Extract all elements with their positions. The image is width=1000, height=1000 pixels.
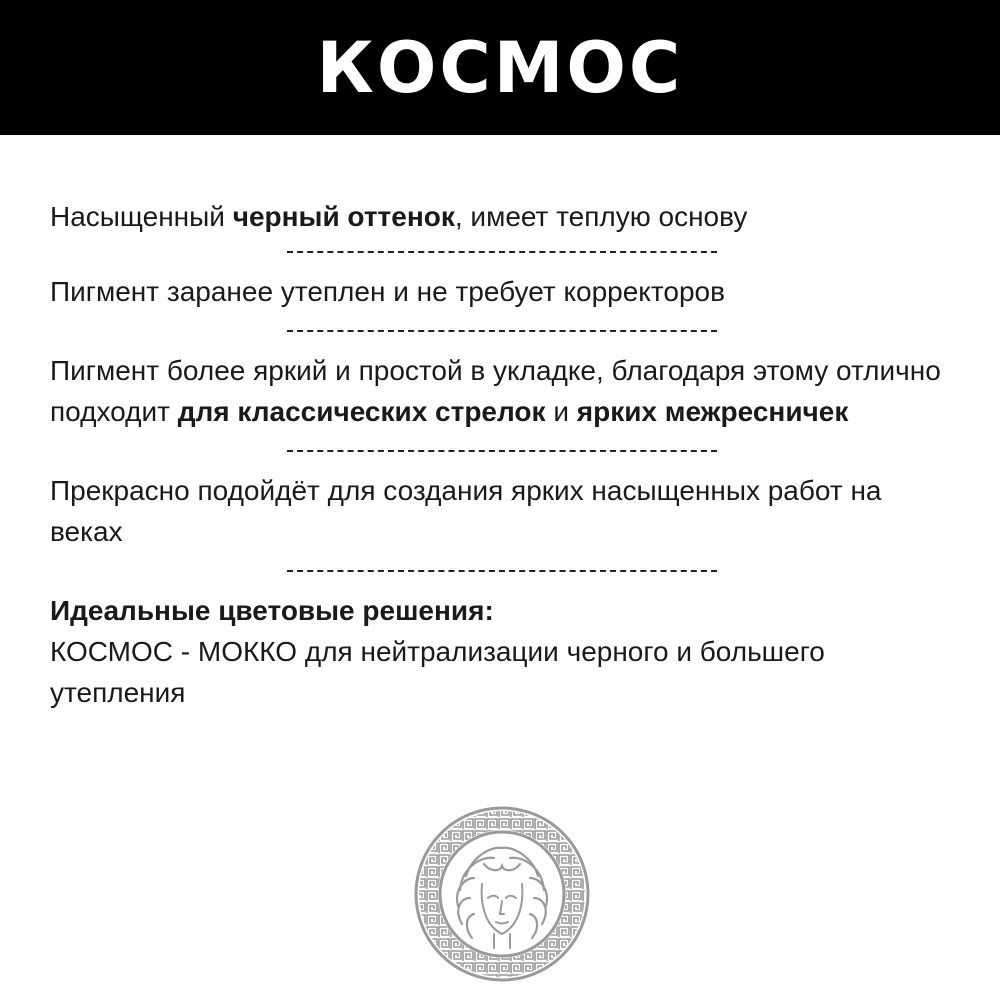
page-title: КОСМОС xyxy=(316,26,684,109)
dashed-divider xyxy=(287,570,717,572)
paragraph-application-text: Пигмент более яркий и простой в укладке, благодаря этому отлично подходит xyxy=(50,355,941,427)
paragraph-eyelids xyxy=(50,470,950,552)
paragraph-shade-text-end: , имеет теплую основу xyxy=(454,201,748,232)
paragraph-application-bold-1: для классических стрелок xyxy=(177,396,546,427)
dashed-divider xyxy=(287,251,717,253)
paragraph-color-solutions xyxy=(50,590,950,713)
description-content xyxy=(50,196,950,713)
dashed-divider xyxy=(287,450,717,452)
paragraph-warming xyxy=(50,271,950,312)
paragraph-eyelids-text: Прекрасно подойдёт для создания ярких насыщенных работ на веках xyxy=(50,475,882,547)
paragraph-shade-text: Насыщенный xyxy=(50,201,233,232)
color-solutions-text: КОСМОС - МОККО для нейтрализации черного и большего утепления xyxy=(50,636,825,708)
paragraph-application xyxy=(50,350,950,432)
medusa-meander-emblem-icon xyxy=(414,806,590,982)
color-solutions-heading: Идеальные цветовые решения: xyxy=(50,595,494,626)
paragraph-application-bold-2: ярких межресничек xyxy=(576,396,849,427)
paragraph-warming-text: Пигмент заранее утеплен и не требует корректоров xyxy=(50,276,725,307)
dashed-divider xyxy=(287,330,717,332)
paragraph-shade-bold: черный оттенок xyxy=(232,201,455,232)
paragraph-shade xyxy=(50,196,950,237)
header-bar xyxy=(0,0,1000,135)
paragraph-application-conj: и xyxy=(545,396,577,427)
